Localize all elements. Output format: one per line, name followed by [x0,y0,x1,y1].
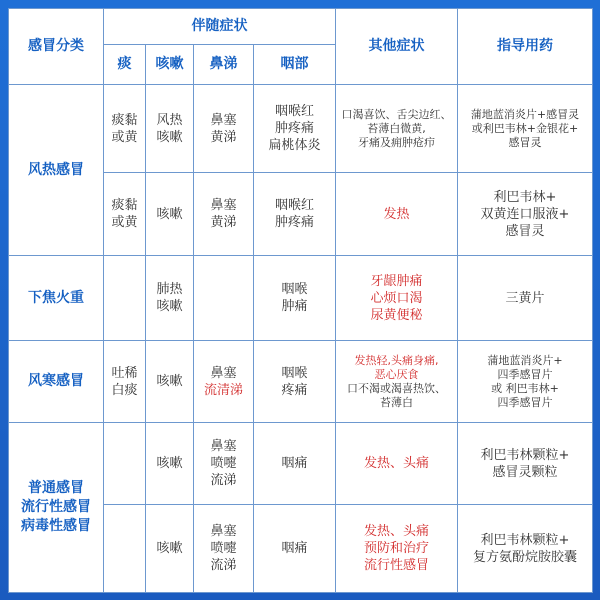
cell-nose: 鼻塞 喷嚏 流涕 [194,423,254,505]
cell-cough: 咳嗽 [146,341,194,423]
cold-classification-table-card [8,8,592,592]
cell-other-symptoms: 牙龈肿痛 心烦口渴 尿黄便秘 [336,256,458,341]
cell-phlegm [104,256,146,341]
table-row [9,341,593,423]
cell-phlegm: 吐稀 白痰 [104,341,146,423]
table-row [9,85,593,173]
cell-phlegm: 痰黏 或黄 [104,173,146,256]
cell-medicine: 利巴韦林颗粒+ 感冒灵颗粒 [458,423,593,505]
cell-cough: 风热 咳嗽 [146,85,194,173]
cold-classification-table [8,8,593,593]
cell-medicine: 三黄片 [458,256,593,341]
cell-cough: 肺热 咳嗽 [146,256,194,341]
cell-other-symptoms [336,341,458,423]
header-category: 感冒分类 [9,9,104,85]
table-row [9,423,593,505]
table-row [9,256,593,341]
cell-other-symptoms: 发热、头痛 预防和治疗 流行性感冒 [336,505,458,593]
category-wind-heat: 风热感冒 [9,85,104,256]
cell-throat: 咽喉红 肿疼痛 [254,173,336,256]
cell-other-symptoms: 口渴喜饮、舌尖边红、 苔薄白微黄, 牙痛及痈肿疮疖 [336,85,458,173]
cell-throat: 咽痛 [254,505,336,593]
header-accompanying-symptoms: 伴随症状 [104,9,336,45]
cell-nose: 鼻塞 黄涕 [194,173,254,256]
cell-cough: 咳嗽 [146,505,194,593]
header-nasal-discharge: 鼻涕 [194,45,254,85]
other-symptoms-plain: 口不渴或渴喜热饮、 苔薄白 [347,381,446,409]
cell-throat: 咽喉 疼痛 [254,341,336,423]
cell-cough: 咳嗽 [146,423,194,505]
cell-other-symptoms: 发热、头痛 [336,423,458,505]
nose-line-2: 流清涕 [203,382,243,398]
cell-phlegm [104,423,146,505]
cell-medicine: 利巴韦林+ 双黄连口服液+ 感冒灵 [458,173,593,256]
cell-nose [194,256,254,341]
cell-throat: 咽喉红 肿疼痛 扁桃体炎 [254,85,336,173]
category-wind-cold: 风寒感冒 [9,341,104,423]
nose-line-1: 鼻塞 [210,365,237,381]
cell-nose: 鼻塞 黄涕 [194,85,254,173]
header-cough: 咳嗽 [146,45,194,85]
cell-throat: 咽痛 [254,423,336,505]
cell-nose [194,341,254,423]
cell-medicine: 蒲地蓝消炎片+感冒灵 或利巴韦林+金银花+ 感冒灵 [458,85,593,173]
cell-phlegm [104,505,146,593]
header-throat: 咽部 [254,45,336,85]
cell-nose: 鼻塞 喷嚏 流涕 [194,505,254,593]
cell-phlegm: 痰黏 或黄 [104,85,146,173]
header-phlegm: 痰 [104,45,146,85]
category-common-flu-viral: 普通感冒 流行性感冒 病毒性感冒 [9,423,104,593]
other-symptoms-highlight: 发热轻,头痛身痛, 恶心厌食 [354,353,439,381]
cell-medicine: 蒲地蓝消炎片+ 四季感冒片 或 利巴韦林+ 四季感冒片 [458,341,593,423]
category-lower-heat: 下焦火重 [9,256,104,341]
header-other-symptoms: 其他症状 [336,9,458,85]
cell-cough: 咳嗽 [146,173,194,256]
header-medicine: 指导用药 [458,9,593,85]
cell-throat: 咽喉 肿痛 [254,256,336,341]
cell-other-symptoms: 发热 [336,173,458,256]
cell-medicine: 利巴韦林颗粒+ 复方氨酚烷胺胶囊 [458,505,593,593]
header-row-1 [9,9,593,45]
